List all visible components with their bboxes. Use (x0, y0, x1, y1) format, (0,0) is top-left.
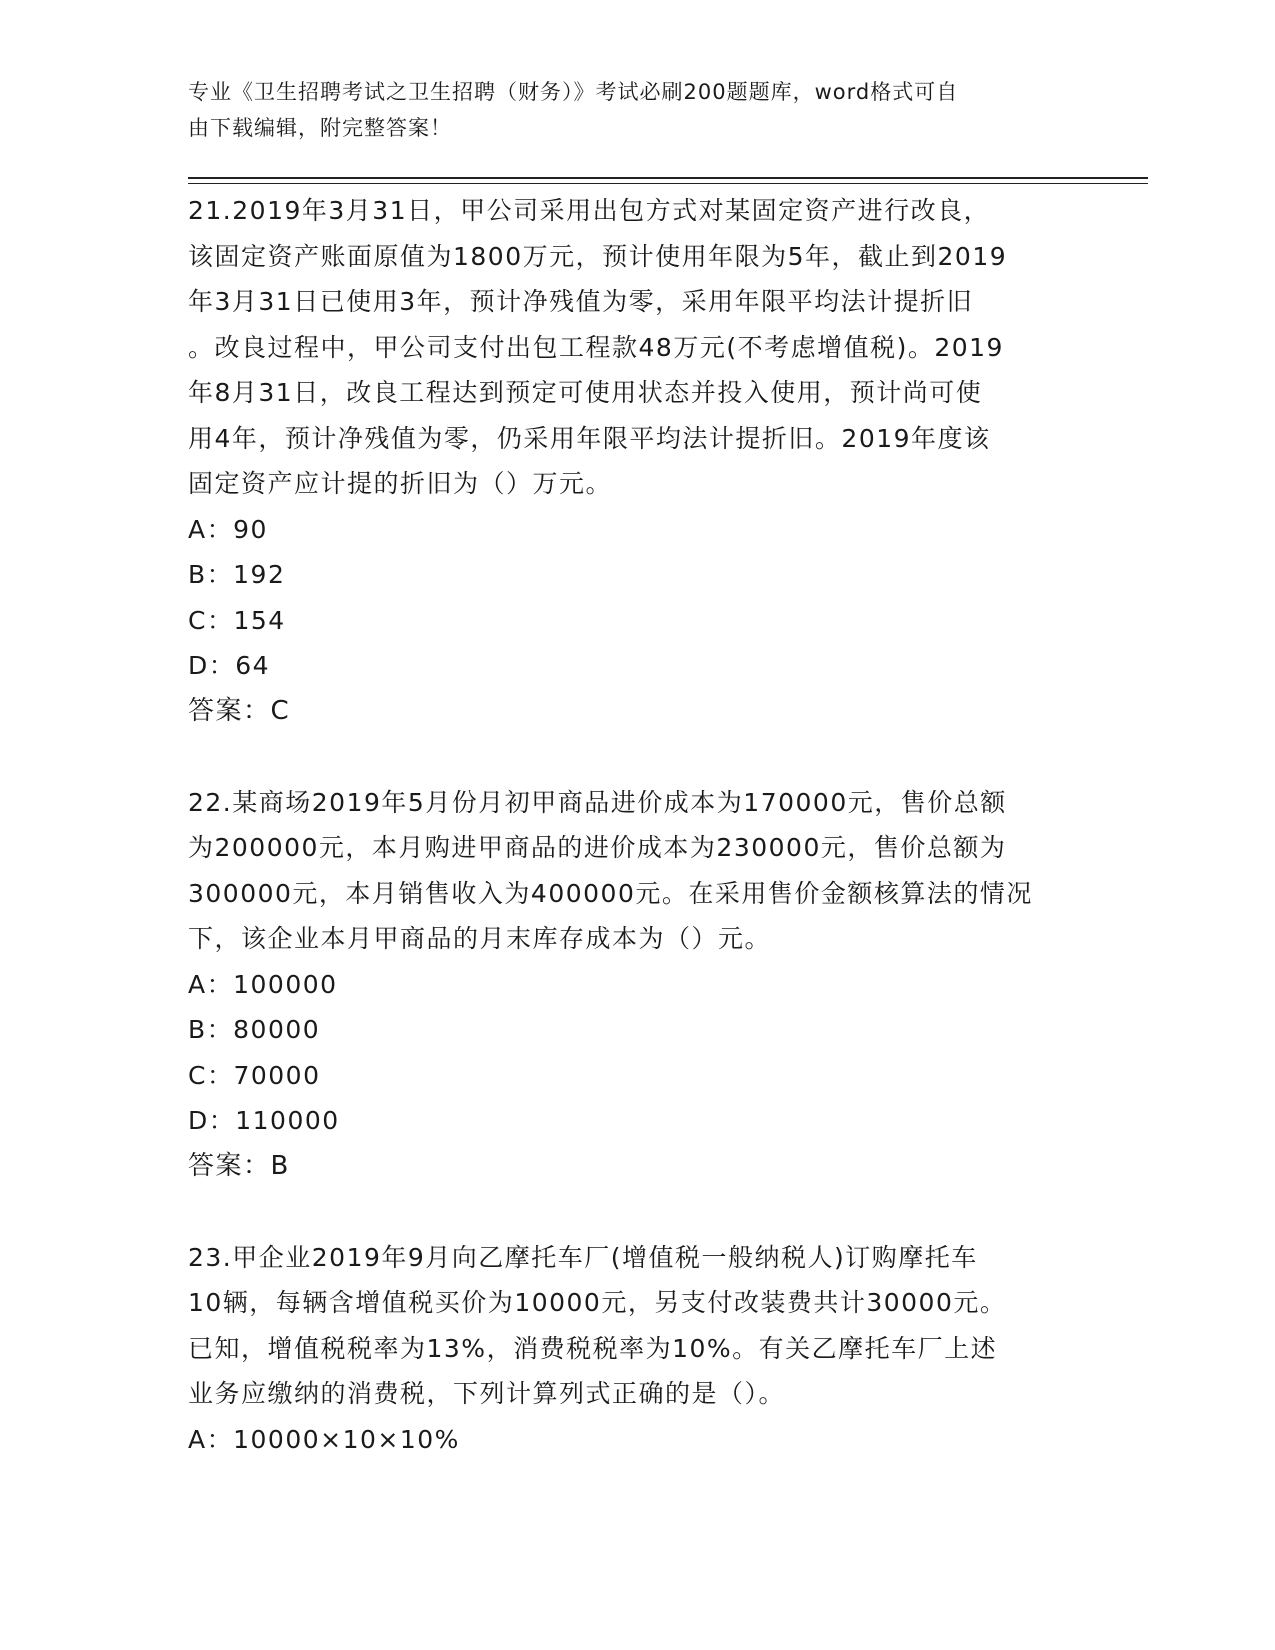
header-line-1: 专业《卫生招聘考试之卫生招聘（财务）》考试必刷200题题库，word格式可自 (188, 80, 959, 104)
question-text-line: 用4年，预计净残值为零，仍采用年限平均法计提折旧。2019年度该 (188, 423, 991, 453)
question-21 (188, 188, 1088, 734)
option-a: A：90 (188, 514, 268, 544)
option-c: C：70000 (188, 1060, 321, 1090)
header-divider-thick (188, 177, 1148, 179)
question-text-line: 23.甲企业2019年9月向乙摩托车厂(增值税一般纳税人)订购摩托车 (188, 1242, 978, 1272)
question-text-line: 22.某商场2019年5月份月初甲商品进价成本为170000元，售价总额 (188, 787, 1007, 817)
question-text-line: 21.2019年3月31日，甲公司采用出包方式对某固定资产进行改良， (188, 196, 991, 225)
option-a: A：10000×10×10% (188, 1424, 460, 1454)
question-23 (188, 1235, 1088, 1463)
question-text-line: 。改良过程中，甲公司支付出包工程款48万元(不考虑增值税)。2019 (188, 332, 1004, 362)
question-list (188, 188, 1088, 1462)
question-text-line: 年8月31日，改良工程达到预定可使用状态并投入使用，预计尚可使 (188, 378, 983, 407)
question-text-line: 已知，增值税税率为13%，消费税税率为10%。有关乙摩托车厂上述 (188, 1333, 998, 1363)
question-spacer (188, 734, 1088, 780)
question-text-line: 300000元，本月销售收入为400000元。在采用售价金额核算法的情况 (188, 878, 1033, 908)
question-text-line: 业务应缴纳的消费税，下列计算列式正确的是（）。 (188, 1379, 786, 1408)
option-d: D：64 (188, 651, 271, 680)
question-spacer (188, 1189, 1088, 1235)
question-text-line: 该固定资产账面原值为1800万元，预计使用年限为5年，截止到2019 (188, 241, 1008, 271)
question-text-line: 为200000元，本月购进甲商品的进价成本为230000元，售价总额为 (188, 833, 1007, 862)
option-a: A：100000 (188, 969, 338, 999)
answer-label: 答案：B (188, 1150, 290, 1181)
answer-label: 答案：C (188, 695, 291, 726)
option-b: B：80000 (188, 1015, 321, 1044)
document-header (188, 74, 1088, 146)
question-text-line: 固定资产应计提的折旧为（）万元。 (188, 469, 613, 498)
option-d: D：110000 (188, 1106, 340, 1135)
question-text-line: 年3月31日已使用3年，预计净残值为零，采用年限平均法计提折旧 (188, 287, 974, 316)
header-line-2: 由下载编辑，附完整答案！ (188, 116, 452, 140)
question-text-line: 10辆，每辆含增值税买价为10000元，另支付改装费共计30000元。 (188, 1288, 1007, 1317)
question-22 (188, 780, 1088, 1190)
option-c: C：154 (188, 605, 286, 635)
header-divider-thin (188, 183, 1148, 184)
option-b: B：192 (188, 560, 286, 589)
question-text-line: 下，该企业本月甲商品的月末库存成本为（）元。 (188, 924, 772, 953)
